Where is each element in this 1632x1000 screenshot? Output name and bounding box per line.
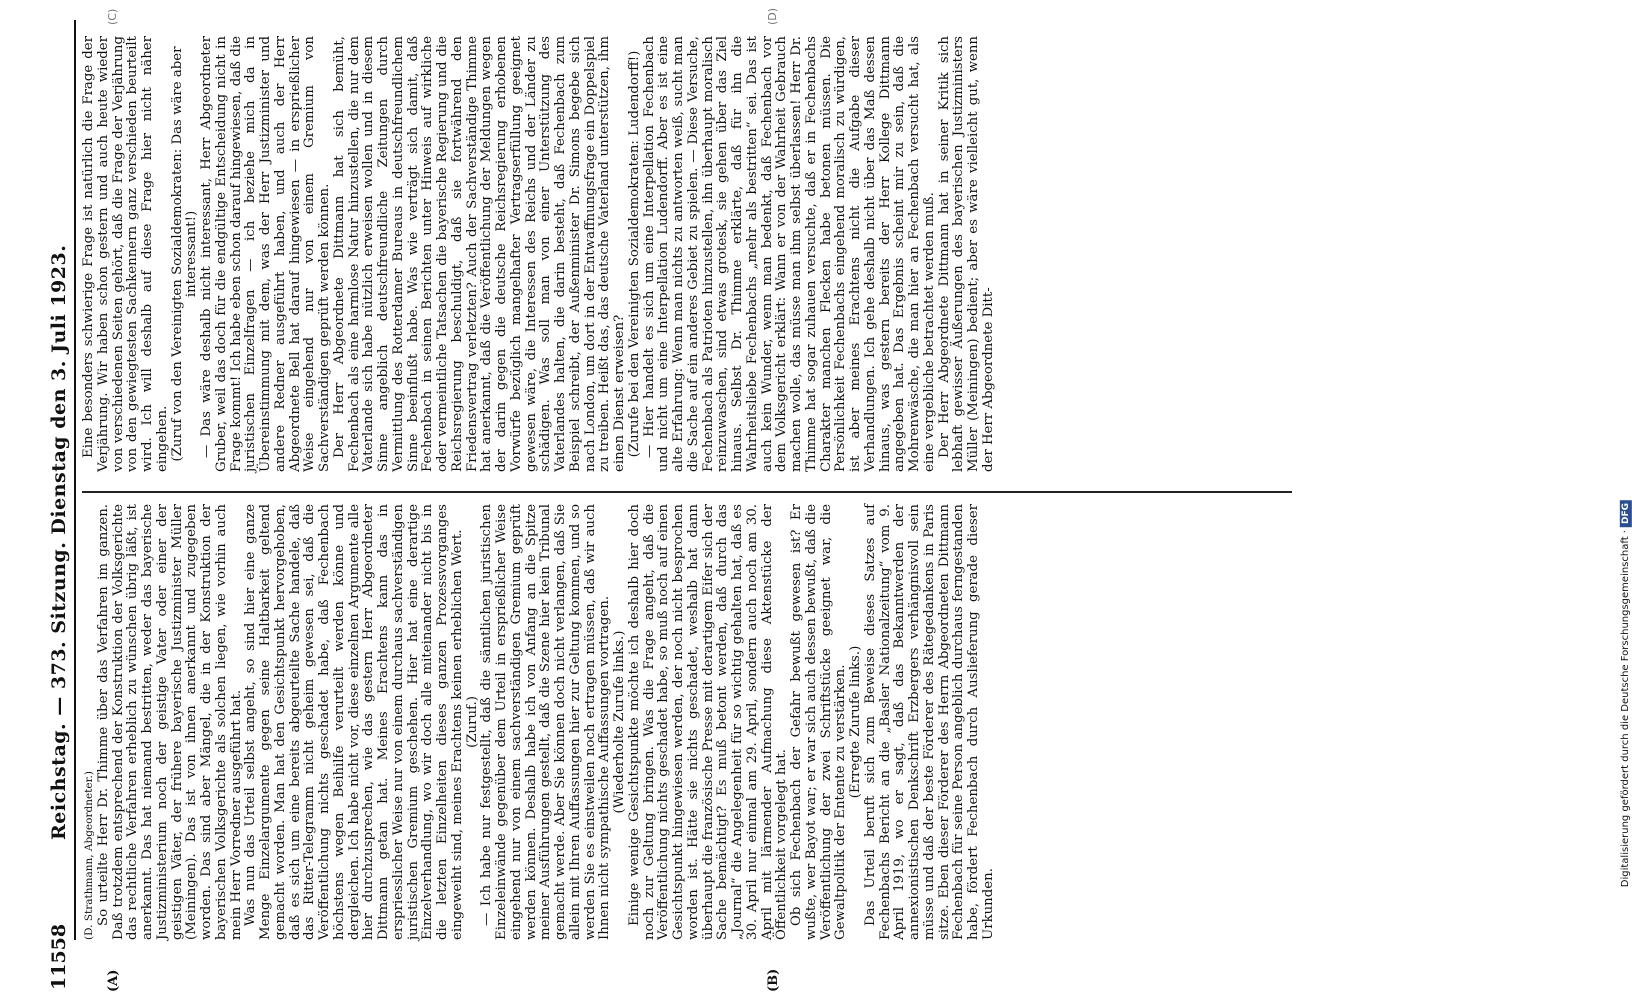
margin-mark-b: (B): [766, 968, 781, 992]
column-divider: [82, 492, 1292, 494]
paragraph: (D. Strathmann, Abgeordneter.): [83, 771, 95, 940]
left-column: [82, 504, 997, 940]
interjection: (Zuruf von den Vereinigten Sozialdemokraten: Das wäre aber interessant!): [169, 46, 200, 462]
paragraph: Was nun das Urteil selbst angeht, so sind hier eine ganze Menge Einzelargumente gegen seine Haltbarkeit geltend gemacht worden. Man hat den Gesichtspunkt hervorgehoben, daß es sich um eine bereits abgeurteilte Sache handele, daß das Ritter-Telegramm nicht geheim gewesen sei, daß die Veröffentlichung nichts geschadet habe, daß Fechenbach höchstens wegen Beihilfe verurteilt werden könne und dergleichen. Ich habe nicht vor, diese einzelnen Argumente alle hier durchzusprechen, wie das gestern Herr Abgeordneter Dittmann getan hat. Meines Erachtens kann das in erspriesslicher Weise nur von einem durchaus sachverständigen juristischen Gremium geschehen. Hier hat eine derartige Einzelverhandlung, wo wir doch alle miteinander nicht bis in die letzten Einzelheiten dieses ganzen Prozessvorganges eingeweiht sind, meines Erachtens keinen erheblichen Wert.: [243, 504, 465, 940]
interjection: (Zurufe bei den Vereinigten Sozialdemokraten: Ludendorff!): [626, 50, 642, 458]
interjection: (Erregte Zurufe links.): [848, 645, 863, 799]
margin-mark-d: (D): [766, 7, 779, 25]
paragraph: Ob sich Fechenbach der Gefahr bewußt gewesen ist? Er wußte, wer Bayot war; er war sich auch dessen bewußt, daß die Veröffentlichung der zwei Schriftstücke geeignet war, die Gewaltpolitik der Entente zu verstärken.: [789, 504, 849, 940]
paragraph: Das Urteil beruft sich zum Beweise dieses Satzes auf Fechenbachs Bericht an die „Basler Nationalzeitung“ vom 9. April 1919, wo er sagt, daß das Bekanntwerden der annexionistischen Denkschrift Erzbergers verhängnisvoll sein müsse und daß der beste Förderer des Rätegedankens in Paris sitze. Eben dieser Förderer des Herrn Abgeordneten Dittmann Fechenbach für seine Person angeblich durchaus ferngestanden habe, fördert Fechenbach durch Auslieferung gerade dieser Urkunden.: [862, 504, 996, 940]
header-rule: [74, 20, 76, 940]
paragraph: Einige wenige Gesichtspunkte möchte ich deshalb hier doch noch zur Geltung bringen. Was die Frage angeht, daß die Veröffentlichung nichts geschadet habe, so muß noch auf einen Gesichtspunkt hingewiesen werden, der noch nicht besprochen worden ist. Hätte sie nichts geschadet, weshalb hat dann überhaupt die französische Presse mit derartigem Eifer sich der Sache bemächtigt? Es muß betont werden, daß durch das „Journal“ die Angelegenheit für so wichtig gehalten hat, daß es 30. April nur einmal am 29. April, sondern auch noch am 30. April mit lärmender Aufmachung diese Aktenstücke der Öffentlichkeit vorgelegt hat.: [626, 504, 790, 940]
paragraph: Der Herr Abgeordnete Dittmann hat sich bemüht, Fechenbach als eine harmlose Natur hinzustellen, die nur dem Vaterlande sich habe nützlich erweisen wollen und in diesem Sinne angeblich deutschfreundliche Zeitungen durch Vermittlung des Rotterdamer Bureaus in deutschfreundlichem Sinne beeinflußt habe. Was wie verträgt sich damit, daß Fechenbach in seinen Berichten unter Hinweis auf wirkliche oder vermeintliche Tatsachen die bayerische Regierung und die Reichsregierung beschuldigt, daß sie fortwährend den Friedensvertrag verletzten? Auch der Sachverständige Thimme hat anerkannt, daß die Veröffentlichung der Meldungen wegen der darin gegen die deutsche Reichsregierung erhobenen Vorwürfe bezüglich mangelhafter Vertragserfüllung geeignet gewesen wäre, die Interessen des Reichs und der Länder zu schädigen. Was soll man von einer Unterstützung des Vaterlandes halten, die darin besteht, daß Fechenbach zum Beispiel schreibt, der Außenminister Dr. Simons begebe sich nach London, um dort in der Entwaffnungsfrage ein Doppelspiel zu treiben. Heißt das, das deutsche Vaterland unterstützen, ihm einen Dienst erweisen?: [331, 36, 627, 472]
paragraph: — Ich habe nur festgestellt, daß die sämtlichen juristischen Einzeleinwände gegenüber dem Urteil in ersprießlicher Weise eingehend nur von einem sachverständigen Gremium geprüft werden können. Deshalb habe ich von Anfang an die Spitze meiner Ausführungen gestellt, daß die Szene hier kein Tribunal gemacht werde. Aber Sie können doch nicht verlangen, daß Sie allein mit Ihren Auffassungen hier zur Geltung kommen, und so werden Sie es einstweilen noch ertragen müssen, daß wir auch Ihnen nicht sympathische Auffassungen vortragen.: [479, 504, 613, 940]
digitization-note: [1620, 500, 1632, 887]
paragraph: So urteilte Herr Dr. Thimme über das Verfahren im ganzen. Daß trotzdem entsprechend der Konstruktion der Volksgerichte das rechtliche Verfahren erheblich zu wünschen übrig läßt, ist anerkannt. Das hat niemand bestritten, weder das bayerische Justizministerium noch der geistige Vater oder einer der geistigen Väter, der frühere bayerische Justizminister Müller (Meiningen). Das ist von ihnen anerkannt und zugegeben worden. Das sind aber Mängel, die in der Konstruktion der bayerischen Volksgerichte als solchen liegen, wie vorhin auch mein Herr Vorredner ausgeführt hat.: [95, 504, 244, 940]
paragraph: Der Herr Abgeordnete Dittmann hat in seiner Kritik sich lebhaft gewisser Äußerungen des bayerischen Justizministers Müller (Meiningen) bedient; aber es wäre vielleicht gut, wenn der Herr Abgeordnete Ditt-: [936, 36, 996, 472]
digitization-text: Digitalisierung gefördert durch die Deutsche Forschungsgemeinschaft ·: [1619, 530, 1631, 888]
running-head: Reichstag. — 373. Sitzung. Dienstag den 3. Juli 1923.: [48, 244, 70, 840]
page-number: 11558: [48, 923, 70, 990]
digitization-sidebar: [1408, 0, 1631, 1000]
margin-mark-c: (C): [106, 8, 119, 25]
margin-mark-a: (A): [106, 969, 121, 992]
dfg-logo: DFG: [1620, 500, 1632, 527]
interjection: (Wiederholte Zurufe links.): [612, 630, 627, 814]
document-page: [26, 0, 1406, 1000]
paragraph: — Hier handelt es sich um eine Interpellation Fechenbach und nicht um eine Interpellation Ludendorff. Aber es ist eine alte Erfahrung: Wenn man nichts zu antworten weiß, sucht man die Sache auf ein anderes Gebiet zu spielen. — Diese Versuche, Fechenbach als Patrioten hinzustellen, ihn überhaupt moralisch reinzuwaschen, sind etwas grotesk, sie gehen über das Ziel hinaus. Selbst Dr. Thimme erklärte, daß für ihn die Wahrheitsliebe Fechenbachs „mehr als bestritten“ sei. Das ist auch kein Wunder, wenn man bedenkt, daß Fechenbach vor dem Volksgericht erklärt: Wann er von der Wahrheit Gebrauch machen wolle, das müsse man ihm selbst überlassen! Herr Dr. Thimme hat sogar zuhauen versuchte, daß er in Fechenbachs Charakter manchen Flecken habe betonen müssen. Die Persönlichkeit Fechenbachs eingehend moralisch zu würdigen, ist aber meines Erachtens nicht die Aufgabe dieser Verhandlungen. Ich gehe deshalb nicht über das Maß dessen hinaus, was gestern bereits der Herr Kollege Dittmann angegeben hat. Das Ergebnis scheint mir zu sein, daß die Mohrenwäsche, die man hier an Fechenbach versucht hat, als eine vergebliche betrachtet werden muß.: [641, 36, 937, 472]
page-header: [26, 0, 70, 1000]
paragraph: — Das wäre deshalb nicht interessant, Herr Abgeordneter Gruber, weil das doch für die endgültige Entscheidung nicht in Frage kommt! Ich habe eben schon darauf hingewiesen, daß die juristischen Einzelfragen — ich beziehe mich da in Übereinstimmung mit dem, was der Herr Justizminister und andere Redner ausgeführt haben, und auch der Herr Abgeordnete Bell hat darauf hingewiesen — in ersprießlicher Weise eingehend nur von einem Gremium von Sachverständigen geprüft werden können.: [199, 36, 332, 472]
paragraph: Eine besonders schwierige Frage ist natürlich die Frage der Verjährung. Wir haben schon gestern und auch heute wieder von verschiedenen Seiten gehört, daß die Frage der Verjährung von den gewiegtesten Sachkennern ganz verschieden beurteilt wird. Ich will deshalb auf diese Frage hier nicht näher eingehen.: [81, 36, 170, 472]
right-column: [82, 36, 997, 472]
interjection: (Zuruf.): [464, 696, 480, 748]
